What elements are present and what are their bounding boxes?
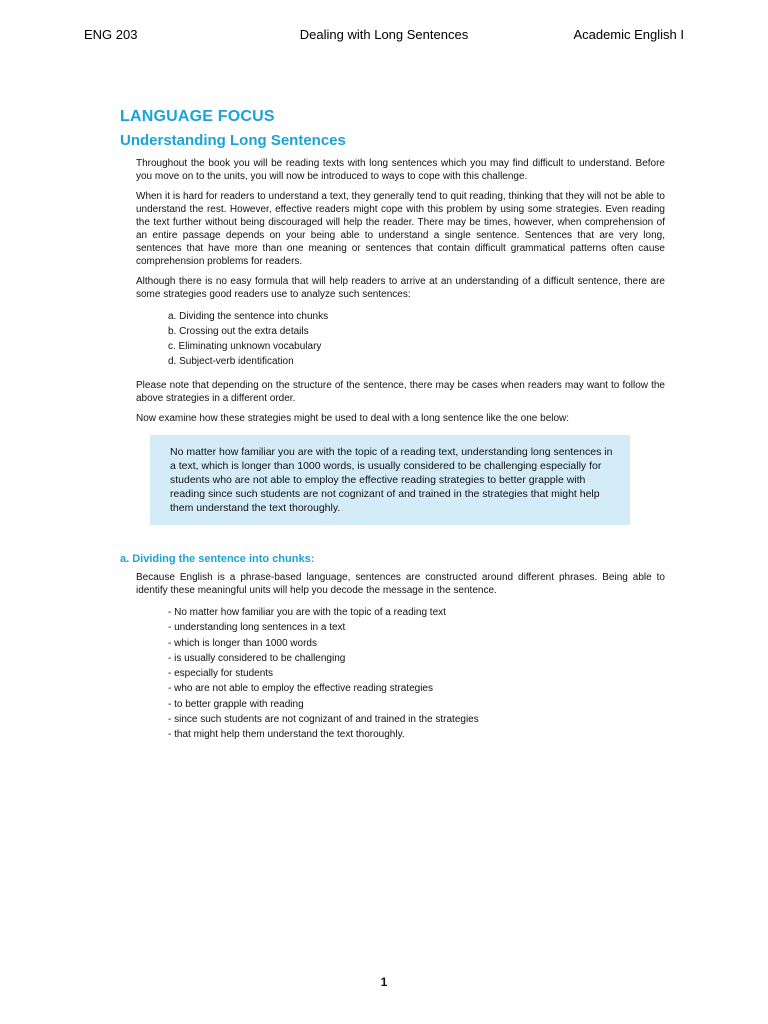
- chunk-item: - is usually considered to be challenging: [168, 652, 346, 664]
- strategy-item: b. Crossing out the extra details: [168, 326, 309, 337]
- course-code: ENG 203: [84, 27, 138, 42]
- intro-paragraph: Throughout the book you will be reading texts with long sentences which you may find difficult to understand. Before you move on to the units, you will now be introduced to ways to cope with this challenge.: [136, 158, 665, 182]
- intro-paragraph: When it is hard for readers to understand a text, they generally tend to quit reading, thinking that they will not be able to understand the rest. However, effective readers might cope with this problem by using some strategies. Even reading the text further without being discouraged will help the reader. There may be times, however, when comprehension of an entire passage depends on your being able to understand a single sentence. Sentences that are very long, sentences that have more than one meaning or sentences that contain difficult grammatical patterns often cause comprehension problems for readers.: [136, 191, 665, 267]
- section-a-paragraph: Because English is a phrase-based language, sentences are constructed around different phrases. Being able to identify these meaningful units will help you decode the message in the sentence.: [136, 572, 665, 596]
- intro-paragraph: Although there is no easy formula that will help readers to arrive at an understanding of a difficult sentence, there are some strategies good readers use to analyze such sentences:: [136, 276, 665, 300]
- page-header: [0, 27, 768, 45]
- chunk-item: - to better grapple with reading: [168, 698, 304, 710]
- document-title: Dealing with Long Sentences: [299, 27, 469, 42]
- chunk-item: - since such students are not cognizant of and trained in the strategies: [168, 714, 479, 726]
- strategy-item: d. Subject-verb identification: [168, 356, 294, 367]
- strategy-list: [168, 309, 665, 369]
- chunk-list: [168, 605, 665, 743]
- chunk-item: - No matter how familiar you are with the topic of a reading text: [168, 607, 446, 618]
- subtitle: Understanding Long Sentences: [120, 132, 346, 149]
- page-number: 1: [380, 975, 388, 989]
- instruction-paragraph: Now examine how these strategies might be used to deal with a long sentence like the one below:: [136, 413, 570, 424]
- main-content: [120, 108, 665, 743]
- example-sentence-box: No matter how familiar you are with the topic of a reading text, understanding long sentences in a text, which is longer than 1000 words, is usually considered to be challenging especially for students who are not able to employ the effective reading strategies to better grapple with reading since such students are not cognizant of and trained in the strategies that might help them understand the text thoroughly.: [150, 435, 630, 525]
- chunk-item: - which is longer than 1000 words: [168, 637, 317, 649]
- strategy-item: c. Eliminating unknown vocabulary: [168, 341, 322, 352]
- chunk-item: - that might help them understand the text thoroughly.: [168, 729, 405, 741]
- strategy-item: a. Dividing the sentence into chunks: [168, 311, 329, 322]
- note-paragraph: Please note that depending on the structure of the sentence, there may be cases when readers may want to follow the above strategies in a different order.: [136, 380, 665, 404]
- chunk-item: - who are not able to employ the effective reading strategies: [168, 683, 433, 695]
- course-name: Academic English I: [573, 27, 684, 42]
- chunk-item: - understanding long sentences in a text: [168, 622, 346, 634]
- section-title: LANGUAGE FOCUS: [120, 108, 275, 125]
- section-a-heading: a. Dividing the sentence into chunks:: [120, 553, 315, 565]
- chunk-item: - especially for students: [168, 668, 274, 680]
